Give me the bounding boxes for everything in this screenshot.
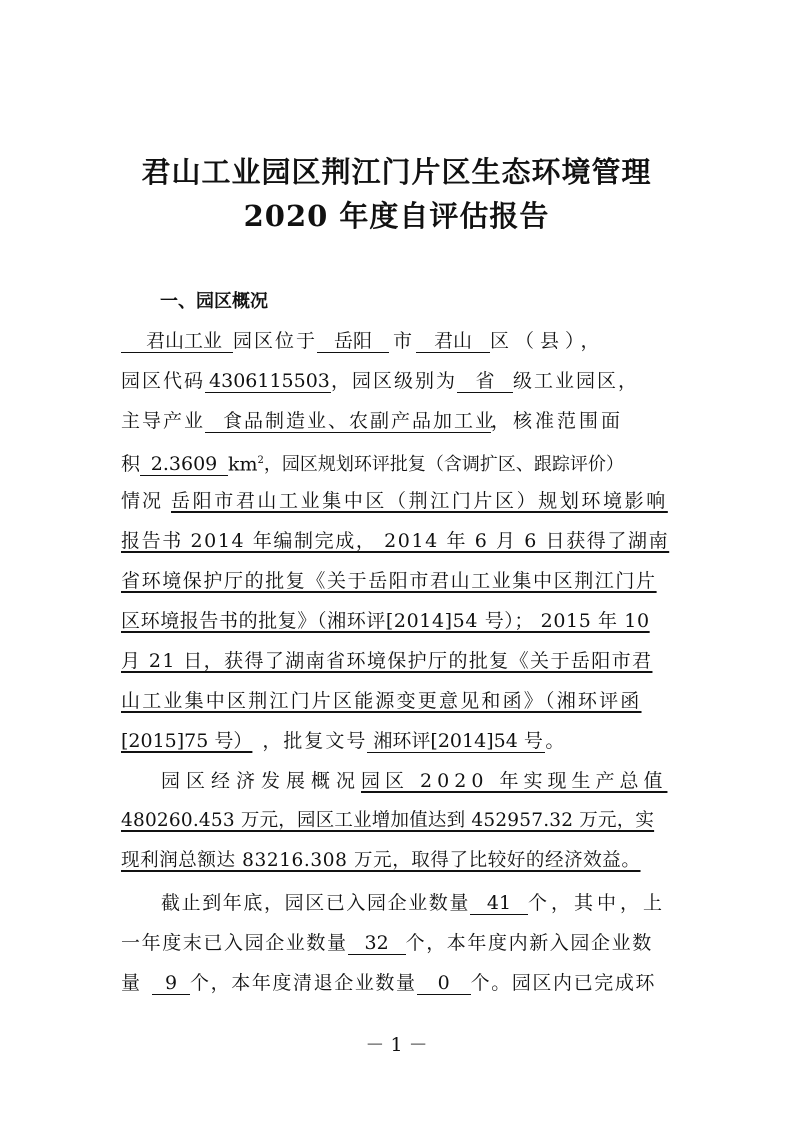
text: 主导产业 <box>121 410 206 432</box>
plan-approval-text: 山工业集中区荆江门片区能源变更意见和函》（湘环评函 <box>121 690 642 712</box>
paragraph-line <box>121 361 674 401</box>
plan-approval-text: 区环境报告书的批复》（湘环评[2014]54 号）； 2015 年 10 <box>121 610 650 632</box>
text: 园区代码 <box>121 370 206 392</box>
paragraph-line <box>121 481 674 521</box>
text: 截止到年底，园区已入园企业数量 <box>161 892 471 914</box>
paragraph-line <box>121 401 674 441</box>
economy-text: 现利润总额达 83216.308 万元，取得了比较好的经济效益。 <box>121 850 641 871</box>
text: 区（县）， <box>490 330 606 352</box>
paragraph-line <box>121 841 674 881</box>
park-level-field: 省 <box>457 370 513 393</box>
enterprise-removed-field: 0 <box>417 972 471 995</box>
text: 级工业园区， <box>513 370 640 392</box>
document-title-line2: 2020 年度自评估报告 <box>243 199 550 233</box>
text: 个。园区内已完成环 <box>470 972 657 994</box>
paragraph-line <box>121 801 674 841</box>
enterprise-previous-field: 32 <box>348 932 406 955</box>
area-field: 2.3609 <box>140 453 228 476</box>
text: 个，本年度清退企业数量 <box>190 972 417 994</box>
paragraph-line <box>121 963 674 1003</box>
text: 市 <box>393 330 413 352</box>
document-title-line1: 君山工业园区荆江门片区生态环境管理 <box>141 155 652 189</box>
text: 。 <box>545 730 565 752</box>
district-field: 君山 <box>416 330 490 353</box>
paragraph-line <box>121 641 674 681</box>
city-field: 岳阳 <box>317 330 389 353</box>
section-heading: 一、园区概况 <box>160 291 268 312</box>
approval-number-field: 湘环评[2014]54 号 <box>367 730 545 753</box>
text: 情况 <box>121 490 164 512</box>
plan-approval-text: 岳阳市君山工业集中区（荆江门片区）规划环境影响 <box>171 490 668 512</box>
paragraph-line <box>121 761 674 801</box>
plan-approval-text: 报告书 2014 年编制完成， 2014 年 6 月 6 日获得了湖南 <box>121 530 670 552</box>
page-number: － 1 － <box>365 1034 428 1056</box>
paragraph-line <box>121 561 674 601</box>
enterprise-new-field: 9 <box>152 972 190 995</box>
economy-text: 园区 2020 年实现生产总值 <box>361 770 668 792</box>
plan-approval-text: [2015]75 号） <box>121 730 253 752</box>
paragraph-line <box>121 321 674 361</box>
park-name-field: 君山工业 <box>121 330 233 353</box>
text: ，核准范围面 <box>491 410 624 432</box>
plan-approval-text: 省环境保护厅的批复《关于岳阳市君山工业集中区荆江门片 <box>121 570 657 592</box>
text: ，园区级别为 <box>331 370 458 392</box>
paragraph-line <box>121 923 674 963</box>
park-code-field: 4306115503 <box>205 370 331 393</box>
text: 一年度末已入园企业数量 <box>121 932 348 954</box>
text: 个，其中，上 <box>528 892 667 914</box>
text: 个，本年度内新入园企业数 <box>405 932 653 954</box>
paragraph-line <box>121 521 674 561</box>
text: 量 <box>121 972 141 994</box>
paragraph-line <box>121 883 674 923</box>
paragraph-line <box>121 441 674 481</box>
text: 园区位于 <box>233 330 318 352</box>
plan-approval-text: 月 21 日，获得了湖南省环境保护厅的批复《关于岳阳市君 <box>121 650 653 672</box>
paragraph-line <box>121 721 674 761</box>
area-unit: $km^2$ <box>228 453 264 476</box>
economy-text: 480260.453 万元，园区工业增加值达到 452957.32 万元，实 <box>121 810 655 831</box>
text: ，批复文号 <box>262 730 368 752</box>
paragraph-line <box>121 681 674 721</box>
text: 园区经济发展概况 <box>161 770 362 792</box>
enterprise-total-field: 41 <box>470 892 528 915</box>
text: 积 <box>121 453 141 476</box>
text: ，园区规划环评批复（含调扩区、跟踪评价） <box>263 454 624 476</box>
industry-field: 食品制造业、农副产品加工业 <box>205 410 491 433</box>
paragraph-line <box>121 601 674 641</box>
